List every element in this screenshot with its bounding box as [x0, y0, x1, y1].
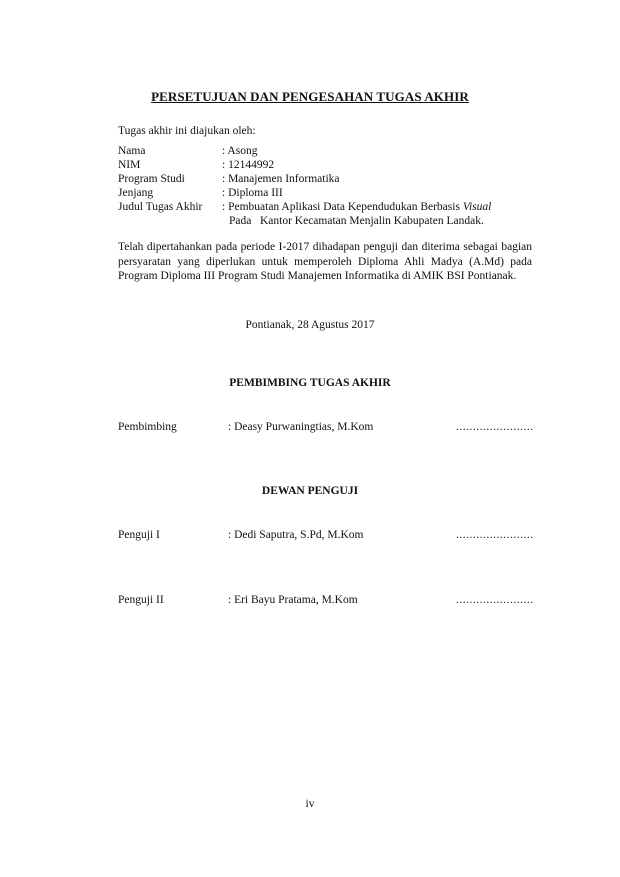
pembimbing-name: : Deasy Purwaningtias, M.Kom [228, 421, 374, 433]
page-number: iv [305, 798, 315, 810]
field-label-nim: NIM [118, 159, 141, 171]
judul-text: : Pembuatan Aplikasi Data Kependudukan Berbasis [222, 201, 460, 213]
pembimbing-role: Pembimbing [118, 421, 177, 433]
pembimbing-signature-line: ....................... [456, 421, 534, 433]
field-value-judul [222, 200, 491, 214]
judul-italic-text: Visual [462, 201, 492, 213]
field-value-nim: : 12144992 [222, 159, 275, 171]
field-value-judul-line2: Pada Kantor Kecamatan Menjalin Kabupaten Landak. [229, 215, 484, 227]
field-value-nama: : Asong [222, 145, 258, 157]
penguji-2-name: : Eri Bayu Pratama, M.Kom [228, 594, 358, 606]
field-label-program-studi: Program Studi [118, 173, 185, 185]
pembimbing-heading: PEMBIMBING TUGAS AKHIR [229, 377, 391, 389]
field-label-jenjang: Jenjang [118, 187, 154, 199]
penguji-1-role: Penguji I [118, 529, 160, 541]
field-label-nama: Nama [118, 145, 146, 157]
penguji-2-signature-line: ....................... [456, 594, 534, 606]
field-value-program-studi: : Manajemen Informatika [222, 173, 340, 185]
intro-text: Tugas akhir ini diajukan oleh: [118, 125, 256, 137]
penguji-1-signature-line: ....................... [456, 529, 534, 541]
field-label-judul: Judul Tugas Akhir [118, 201, 203, 213]
page-title: PERSETUJUAN DAN PENGESAHAN TUGAS AKHIR [151, 89, 469, 104]
penguji-heading: DEWAN PENGUJI [261, 485, 359, 497]
penguji-1-name: : Dedi Saputra, S.Pd, M.Kom [228, 529, 364, 541]
date-line: Pontianak, 28 Agustus 2017 [245, 319, 375, 331]
field-value-jenjang: : Diploma III [222, 187, 283, 199]
approval-paragraph: Telah dipertahankan pada periode I-2017 dihadapan penguji dan diterima sebagai bagian persyaratan yang diperlukan untuk memperoleh Diploma Ahli Madya (A.Md) pada Program Diploma III Program Studi Manajemen Informatika di AMIK BSI Pontianak. [118, 241, 532, 282]
penguji-2-role: Penguji II [118, 594, 164, 606]
